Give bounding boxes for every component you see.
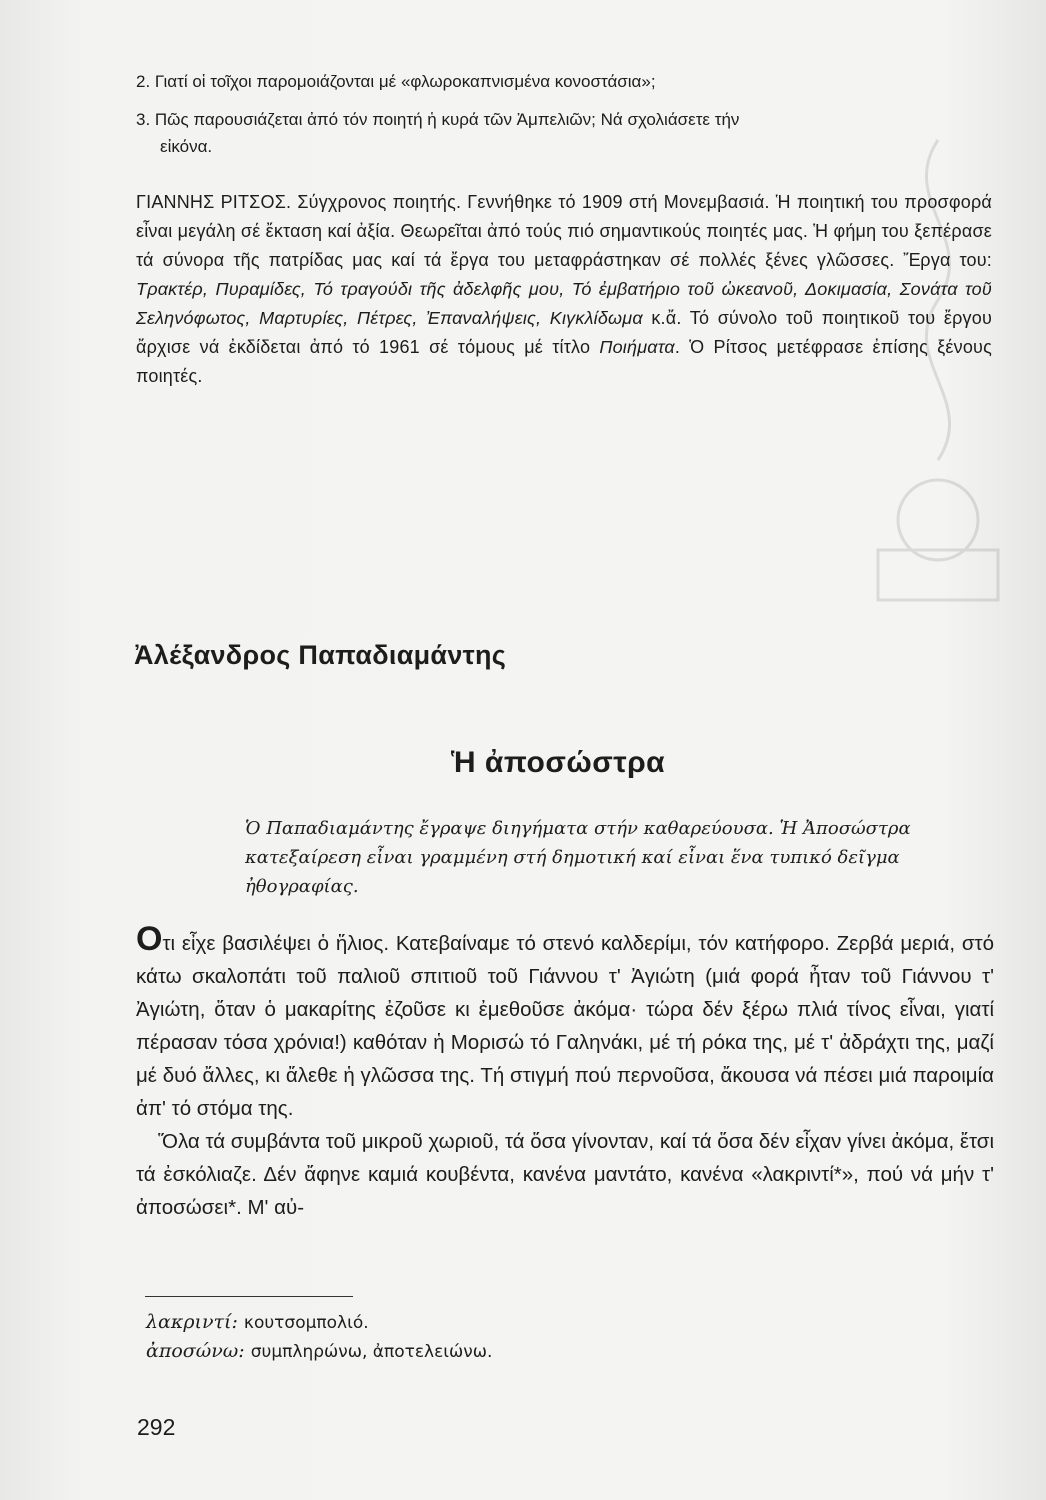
bio-collection: Ποιήματα: [599, 337, 675, 357]
story-title: Ἡ ἀποσώστρα: [451, 746, 666, 779]
drop-cap: Ο: [136, 920, 163, 958]
story-text: [136, 920, 994, 1224]
bio-works: Τρακτέρ, Πυραμίδες, Τό τραγούδι τῆς ἀδελφῆς μου, Τό ἐμβατήριο τοῦ ὠκεανοῦ, Δοκιμασία, Σονάτα τοῦ Σεληνόφωτος, Μαρτυρίες, Πέτρες, Ἐπαναλήψεις, Κιγκλίδωμα: [136, 279, 992, 328]
paragraph-2: Ὅλα τά συμβάντα τοῦ μικροῦ χωριοῦ, τά ὅσα γίνονταν, καί τά ὅσα δέν εἶχαν γίνει ἀκόμα, ἔτσι τά ἐσκόλιαζε. Δέν ἄφηνε καμιά κουβέντα, κανένα μαντάτο, κανένα «λακριντί*», πού νά μήν τ' ἀποσώσει*. Μ' αὐ-: [136, 1130, 994, 1219]
paragraph-1: [136, 920, 994, 1125]
question-3-line-1: 3. Πῶς παρουσιάζεται ἀπό τόν ποιητή ἡ κυρά τῶν Ἀμπελιῶν; Νά σχολιάσετε τήν: [136, 110, 740, 129]
footnote-divider: [145, 1296, 353, 1297]
footnote-term: ἀποσώνω:: [146, 1340, 245, 1362]
footnote-term: λακριντί:: [146, 1311, 238, 1333]
footnote-2: [146, 1340, 492, 1362]
bio-text-2: κ.ἄ. Τό σύνολο τοῦ ποιητικοῦ του ἔργου ἄρχισε νά ἐκδίδεται ἀπό τό 1961 σέ τόμους μέ τίτλο: [136, 308, 992, 357]
bio-text-1: ΓΙΑΝΝΗΣ ΡΙΤΣΟΣ. Σύγχρονος ποιητής. Γεννήθηκε τό 1909 στή Μονεμβασιά. Ἡ ποιητική του προσφορά εἶναι μεγάλη σέ ἔκταση καί ἀξία. Θεωρεῖται ἀπό τούς πιό σημαντικούς ποιητές μας. Ἡ φήμη του ξεπέρασε τά σύνορα τῆς πατρίδας μας καί τά ἔργα του μεταφράστηκαν σέ πολλές ξένες γλῶσσες. Ἔργα του:: [136, 192, 992, 270]
question-3-line-2: εἰκόνα.: [160, 137, 213, 156]
bio-text-3: . Ὁ Ρίτσος μετέφρασε ἐπίσης ξένους ποιητές.: [136, 337, 992, 386]
footnote-definition: συμπληρώνω, ἀποτελειώνω.: [250, 1342, 493, 1362]
footnote-1: [146, 1311, 369, 1333]
footnote-definition: κουτσομπολιό.: [243, 1313, 369, 1333]
page-number: 292: [137, 1414, 176, 1440]
author-heading: Ἀλέξανδρος Παπαδιαμάντης: [134, 640, 507, 670]
poet-biography: [136, 188, 992, 391]
paragraph-1-text: τι εἶχε βασιλέψει ὁ ἥλιος. Κατεβαίναμε τό στενό καλδερίμι, τόν κατήφορο. Ζερβά μεριά, στό κάτω σκαλοπάτι τοῦ παλιοῦ σπιτιοῦ τοῦ Γιάννου τ' Ἀγιώτη (μιά φορά ἦταν τοῦ Γιάννου τ' Ἀγιώτη, ὅταν ὁ μακαρίτης ἐζοῦσε κι ἐμεθοῦσε ἀκόμα· τώρα δέν ξέρω πλιά τίνος εἶναι, γιατί πέρασαν τόσα χρόνια!) καθόταν ἡ Μορισώ τό Γαληνάκι, μέ τή ρόκα της, μέ τ' ἀδράχτι της, μαζί μέ δυό ἄλλες, κι ἄλεθε ἡ γλῶσσα της. Τή στιγμή πού περνοῦσα, ἄκουσα νά πέσει μιά παροιμία ἀπ' τό στόμα της.: [136, 932, 994, 1120]
story-introduction: Ὁ Παπαδιαμάντης ἔγραψε διηγήματα στήν καθαρεύουσα. Ἡ Ἀποσώστρα κατεξαίρεση εἶναι γραμμένη στή δημοτική καί εἶναι ἕνα τυπικό δεῖγμα ἠθογραφίας.: [245, 818, 911, 897]
question-2: 2. Γιατί οἱ τοῖχοι παρομοιάζονται μέ «φλωροκαπνισμένα κονοστάσια»;: [136, 72, 656, 91]
